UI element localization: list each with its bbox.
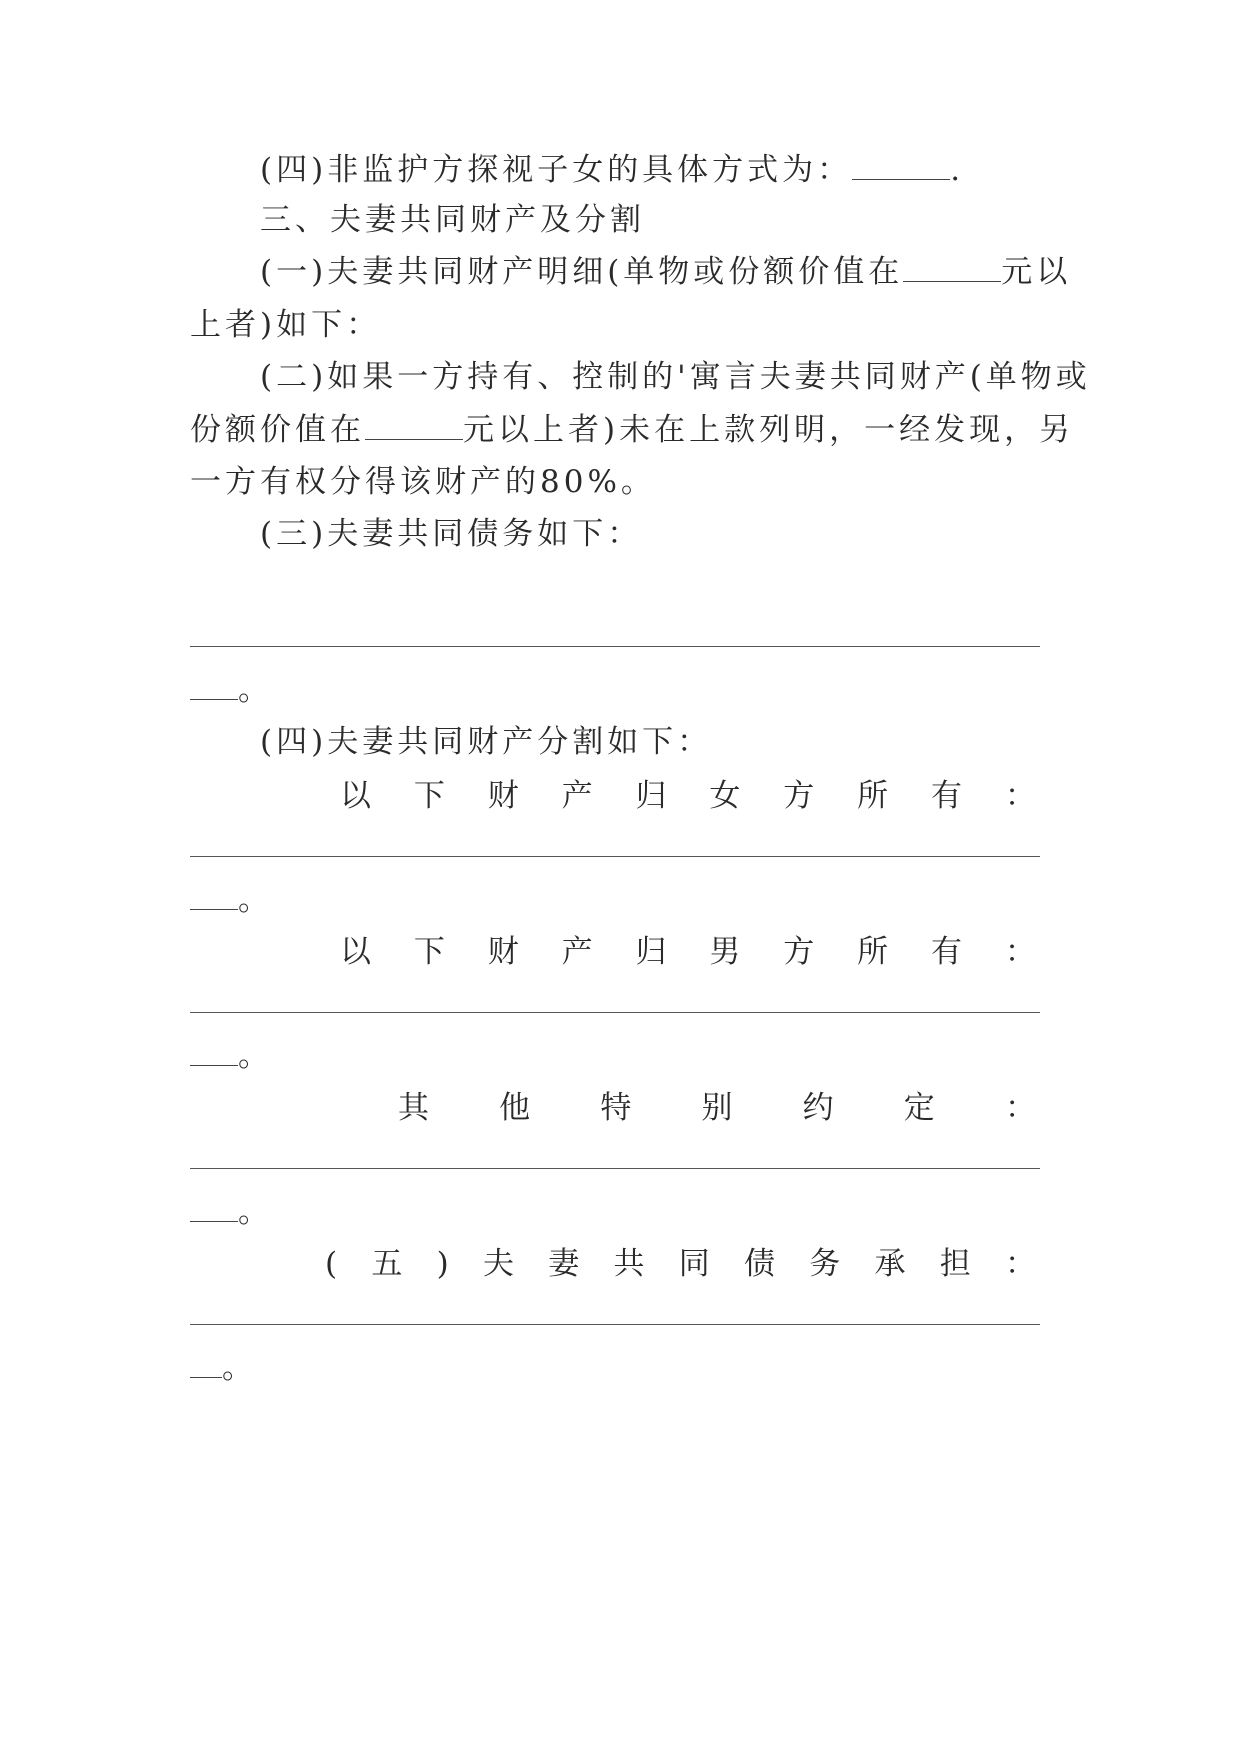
label-char: 方 — [783, 934, 815, 970]
label-char: 担 — [939, 1246, 971, 1282]
visitation-clause — [260, 150, 1120, 190]
label-char: ： — [1004, 934, 1036, 970]
tail-period: 。 — [238, 1038, 273, 1074]
male-property-tail-blank[interactable] — [190, 1037, 238, 1066]
label-char: 产 — [561, 934, 593, 970]
label-char: 以 — [340, 934, 371, 970]
visitation-blank[interactable] — [852, 151, 950, 180]
female-property-label — [340, 776, 1036, 816]
label-char: 特 — [600, 1090, 632, 1126]
label-char: 定 — [903, 1090, 935, 1126]
label-char: 夫 — [482, 1246, 514, 1282]
label-char: 所 — [857, 934, 889, 970]
other-agreement-tail — [190, 1192, 1050, 1232]
label-char: 下 — [413, 934, 445, 970]
label-char: 共 — [613, 1246, 645, 1282]
tail-period: 。 — [238, 882, 273, 918]
label-char: 财 — [487, 934, 519, 970]
label-char: 五 — [371, 1246, 403, 1282]
label-char: 有 — [931, 778, 962, 814]
label-char: 他 — [499, 1090, 531, 1126]
undisclosed-property-line-2 — [190, 410, 1075, 450]
label-char: 务 — [809, 1246, 841, 1282]
joint-debts-heading: (三)夫妻共同债务如下： — [260, 516, 643, 552]
other-agreement-fill-line[interactable] — [190, 1168, 1040, 1169]
label-char: 其 — [398, 1090, 429, 1126]
property-detail-line-2: 上者)如下： — [190, 307, 382, 343]
section-three-heading: 三、夫妻共同财产及分割 — [260, 202, 645, 238]
label-char: 承 — [874, 1246, 906, 1282]
undisclosed-property-text: 份额价值在 — [190, 412, 365, 448]
undisclosed-property-line-1: (二)如果一方持有、控制的'寓言夫妻共同财产(单物或 — [260, 359, 1091, 395]
debt-burden-label — [325, 1244, 1036, 1284]
undisclosed-property-line-3: 一方有权分得该财产的80%。 — [190, 464, 656, 500]
label-char: 约 — [802, 1090, 834, 1126]
label-char: 同 — [678, 1246, 710, 1282]
label-char: ) — [436, 1246, 449, 1282]
label-char: 归 — [635, 778, 667, 814]
male-property-label — [340, 932, 1036, 972]
debt-burden-tail-blank[interactable] — [190, 1349, 222, 1378]
visitation-end: . — [950, 152, 965, 188]
visitation-text: (四)非监护方探视子女的具体方式为： — [260, 152, 853, 188]
other-agreement-label — [398, 1088, 1036, 1128]
label-char: ： — [1004, 1246, 1036, 1282]
label-char: 女 — [709, 778, 741, 814]
label-char: 男 — [709, 934, 741, 970]
property-detail-suffix: 元以 — [1001, 254, 1072, 290]
label-char: 别 — [701, 1090, 733, 1126]
label-char: ： — [1004, 1090, 1036, 1126]
division-heading: (四)夫妻共同财产分割如下： — [260, 724, 713, 760]
label-char: 方 — [783, 778, 815, 814]
property-detail-line-1 — [260, 252, 1120, 292]
female-property-tail-blank[interactable] — [190, 881, 238, 910]
label-char: ： — [1004, 778, 1036, 814]
tail-period: 。 — [238, 1194, 273, 1230]
undisclosed-property-suffix: 元以上者)未在上款列明，一经发现，另 — [463, 412, 1075, 448]
label-char: 下 — [413, 778, 445, 814]
label-char: 以 — [340, 778, 371, 814]
property-value-blank[interactable] — [903, 253, 1001, 282]
label-char: 产 — [561, 778, 593, 814]
other-agreement-tail-blank[interactable] — [190, 1193, 238, 1222]
label-char: 债 — [743, 1246, 775, 1282]
tail-period: 。 — [238, 672, 273, 708]
label-char: ( — [325, 1246, 338, 1282]
label-char: 有 — [931, 934, 962, 970]
male-property-tail — [190, 1036, 1050, 1076]
label-char: 所 — [857, 778, 889, 814]
tail-period: 。 — [222, 1350, 257, 1386]
female-property-fill-line[interactable] — [190, 856, 1040, 857]
female-property-tail — [190, 880, 1050, 920]
joint-debts-tail — [190, 670, 1050, 710]
label-char: 财 — [487, 778, 519, 814]
property-detail-text: (一)夫妻共同财产明细(单物或份额价值在 — [260, 254, 904, 290]
joint-debts-tail-blank[interactable] — [190, 671, 238, 700]
label-char: 妻 — [548, 1246, 580, 1282]
debt-burden-fill-line[interactable] — [190, 1324, 1040, 1325]
undisclosed-value-blank[interactable] — [365, 411, 463, 440]
joint-debts-fill-line[interactable] — [190, 646, 1040, 647]
debt-burden-tail — [190, 1348, 1050, 1388]
label-char: 归 — [635, 934, 667, 970]
male-property-fill-line[interactable] — [190, 1012, 1040, 1013]
